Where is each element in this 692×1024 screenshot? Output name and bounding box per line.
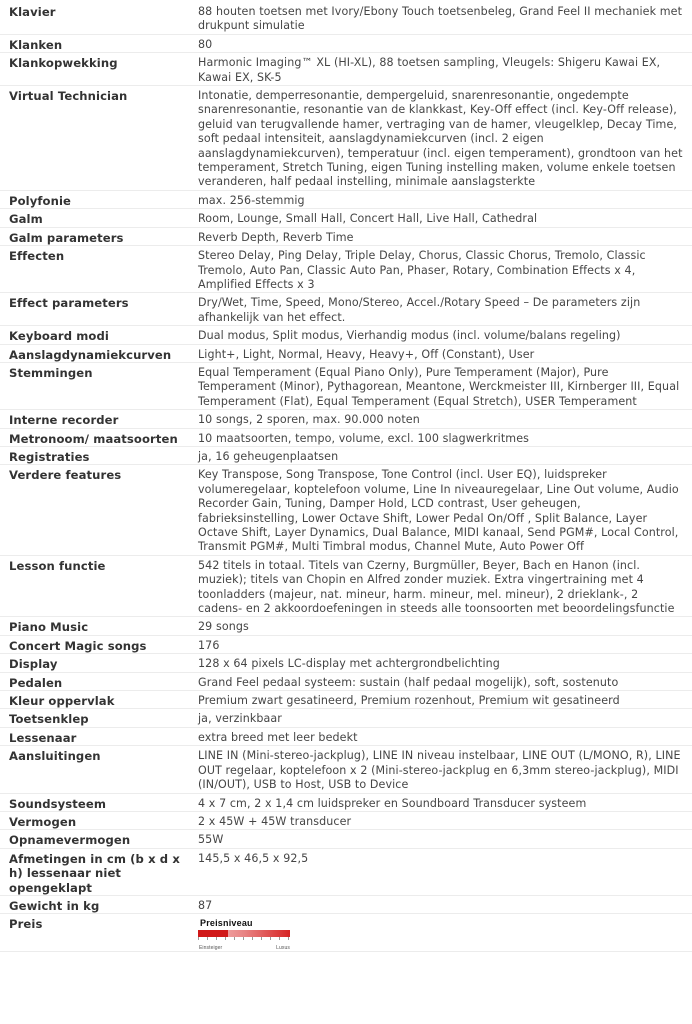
spec-value: ja, verzinkbaar <box>196 709 692 727</box>
spec-label: Kleur oppervlak <box>0 691 196 709</box>
price-level-low-label: Einsteiger <box>199 945 223 952</box>
spec-row <box>0 86 692 191</box>
spec-value: 4 x 7 cm, 2 x 1,4 cm luidspreker en Soundboard Transducer systeem <box>196 793 692 811</box>
spec-row <box>0 709 692 727</box>
spec-row <box>0 830 692 848</box>
spec-label: Interne recorder <box>0 410 196 428</box>
price-level-title: Preisniveau <box>200 918 253 929</box>
spec-label: Pedalen <box>0 672 196 690</box>
price-level-bar <box>198 930 290 937</box>
spec-label: Klankopwekking <box>0 53 196 86</box>
spec-value: Dry/Wet, Time, Speed, Mono/Stereo, Accel./Rotary Speed – De parameters zijn afhankelijk van het effect. <box>196 293 692 326</box>
spec-row <box>0 2 692 34</box>
spec-label: Stemmingen <box>0 362 196 409</box>
price-level-graphic <box>198 917 290 951</box>
spec-label: Virtual Technician <box>0 86 196 191</box>
spec-value: 55W <box>196 830 692 848</box>
spec-label: Effecten <box>0 246 196 293</box>
spec-label: Registraties <box>0 446 196 464</box>
spec-value: Grand Feel pedaal systeem: sustain (half pedaal mogelijk), soft, sostenuto <box>196 672 692 690</box>
spec-value: Dual modus, Split modus, Vierhandig modus (incl. volume/balans regeling) <box>196 326 692 344</box>
spec-label: Keyboard modi <box>0 326 196 344</box>
spec-label: Aanslagdynamiekcurven <box>0 344 196 362</box>
spec-row <box>0 227 692 245</box>
spec-label: Galm parameters <box>0 227 196 245</box>
spec-row <box>0 344 692 362</box>
spec-row <box>0 746 692 793</box>
spec-row <box>0 465 692 555</box>
spec-row <box>0 691 692 709</box>
spec-row <box>0 293 692 326</box>
spec-row <box>0 34 692 52</box>
spec-label: Lesson functie <box>0 555 196 617</box>
price-row <box>0 914 692 952</box>
spec-row <box>0 428 692 446</box>
price-level-high-label: Luxus <box>276 945 290 952</box>
spec-value: Equal Temperament (Equal Piano Only), Pure Temperament (Major), Pure Temperament (Minor), Pythagorean, Meantone, Werckmeister III, Kirnberger III, Equal Temperament (Flat), Equal Temperament (Equal Stretch), USER Temperament <box>196 362 692 409</box>
spec-value: 542 titels in totaal. Titels van Czerny, Burgmüller, Beyer, Bach en Hanon (incl. muziek); titels van Chopin en Alfred zonder muziek. Extra vingertraining met 4 toonladders (majeur, nat. mineur, harm. mineur, mel. mineur), 2 drieklank-, 2 cadens- en 2 akkoordoefeningen in steeds alle toonsoorten met beoordelingsfunctie <box>196 555 692 617</box>
spec-label: Toetsenklep <box>0 709 196 727</box>
spec-value: Stereo Delay, Ping Delay, Triple Delay, Chorus, Classic Chorus, Tremolo, Classic Tremolo, Auto Pan, Classic Auto Pan, Phaser, Rotary, Combination Effects x 4, Amplified Effects x 3 <box>196 246 692 293</box>
spec-label: Verdere features <box>0 465 196 555</box>
spec-value: 10 maatsoorten, tempo, volume, excl. 100 slagwerkritmes <box>196 428 692 446</box>
spec-row <box>0 654 692 672</box>
spec-label: Piano Music <box>0 617 196 635</box>
spec-row <box>0 672 692 690</box>
spec-value: 80 <box>196 34 692 52</box>
spec-label: Effect parameters <box>0 293 196 326</box>
spec-row <box>0 727 692 745</box>
spec-table <box>0 2 692 952</box>
spec-row <box>0 246 692 293</box>
spec-label: Polyfonie <box>0 190 196 208</box>
spec-row <box>0 617 692 635</box>
spec-value: Intonatie, demperresonantie, dempergeluid, snarenresonantie, ongedempte snarenresonantie, resonantie van de klankkast, Key-Off effect (incl. Key-Off release), geluid van terugvallende hamer, vertraging van de hamer, vleugelklep, Decay Time, soft pedaal intensiteit, aanslagdynamiekcurven (incl. 2 eigen aanslagdynamiekcurven), temperatuur (incl. eigen temperament), grondtoon van het temperament, Stretch Tuning, eigen Tuning instelling maken, volume enkele toetsen veranderen, half pedaal instelling, minimale aanslagsterkte <box>196 86 692 191</box>
spec-row <box>0 635 692 653</box>
spec-label: Vermogen <box>0 811 196 829</box>
spec-row <box>0 53 692 86</box>
spec-value: 87 <box>196 895 692 913</box>
spec-row <box>0 446 692 464</box>
spec-label: Metronoom/ maatsoorten <box>0 428 196 446</box>
spec-row <box>0 362 692 409</box>
spec-row <box>0 793 692 811</box>
price-cell <box>196 914 692 952</box>
spec-value: 29 songs <box>196 617 692 635</box>
spec-label: Opnamevermogen <box>0 830 196 848</box>
spec-row <box>0 848 692 895</box>
spec-label: Afmetingen in cm (b x d x h) lessenaar niet opengeklapt <box>0 848 196 895</box>
spec-label: Lessenaar <box>0 727 196 745</box>
spec-value: ja, 16 geheugenplaatsen <box>196 446 692 464</box>
spec-value: max. 256-stemmig <box>196 190 692 208</box>
price-level-scale <box>198 937 290 940</box>
spec-label: Klavier <box>0 2 196 34</box>
spec-value: LINE IN (Mini-stereo-jackplug), LINE IN niveau instelbaar, LINE OUT (L/MONO, R), LINE OUT regelaar, koptelefoon x 2 (Mini-stereo-jackplug en 6,3mm stereo-jackplug), MIDI (IN/OUT), USB to Host, USB to Device <box>196 746 692 793</box>
spec-label: Soundsysteem <box>0 793 196 811</box>
price-label: Preis <box>0 914 196 952</box>
spec-row <box>0 811 692 829</box>
spec-value: Harmonic Imaging™ XL (HI-XL), 88 toetsen sampling, Vleugels: Shigeru Kawai EX, Kawai EX, SK-5 <box>196 53 692 86</box>
spec-value: 2 x 45W + 45W transducer <box>196 811 692 829</box>
spec-label: Concert Magic songs <box>0 635 196 653</box>
spec-label: Galm <box>0 209 196 227</box>
spec-value: extra breed met leer bedekt <box>196 727 692 745</box>
spec-value: Reverb Depth, Reverb Time <box>196 227 692 245</box>
spec-label: Display <box>0 654 196 672</box>
spec-value: Light+, Light, Normal, Heavy, Heavy+, Off (Constant), User <box>196 344 692 362</box>
spec-value: Room, Lounge, Small Hall, Concert Hall, Live Hall, Cathedral <box>196 209 692 227</box>
spec-label: Gewicht in kg <box>0 895 196 913</box>
spec-value: Premium zwart gesatineerd, Premium rozenhout, Premium wit gesatineerd <box>196 691 692 709</box>
spec-value: 128 x 64 pixels LC-display met achtergrondbelichting <box>196 654 692 672</box>
spec-value: 88 houten toetsen met Ivory/Ebony Touch toetsenbeleg, Grand Feel II mechaniek met drukpunt simulatie <box>196 2 692 34</box>
spec-value: 176 <box>196 635 692 653</box>
spec-row <box>0 410 692 428</box>
spec-label: Aansluitingen <box>0 746 196 793</box>
spec-value: 10 songs, 2 sporen, max. 90.000 noten <box>196 410 692 428</box>
spec-row <box>0 895 692 913</box>
spec-row <box>0 209 692 227</box>
spec-row <box>0 190 692 208</box>
spec-label: Klanken <box>0 34 196 52</box>
spec-value: Key Transpose, Song Transpose, Tone Control (incl. User EQ), luidspreker volumeregelaar, koptelefoon volume, Line In niveauregelaar, Line Out volume, Audio Recorder Gain, Tuning, Damper Hold, LCD contrast, User geheugen, fabrieksinstelling, Lower Octave Shift, Lower Pedal On/Off , Split Balance, Layer Octave Shift, Layer Dynamics, Dual Balance, MIDI kanaal, Send PGM#, Local Control, Transmit PGM#, Multi Timbral modus, Channel Mute, Auto Power Off <box>196 465 692 555</box>
spec-row <box>0 326 692 344</box>
spec-row <box>0 555 692 617</box>
spec-value: 145,5 x 46,5 x 92,5 <box>196 848 692 895</box>
